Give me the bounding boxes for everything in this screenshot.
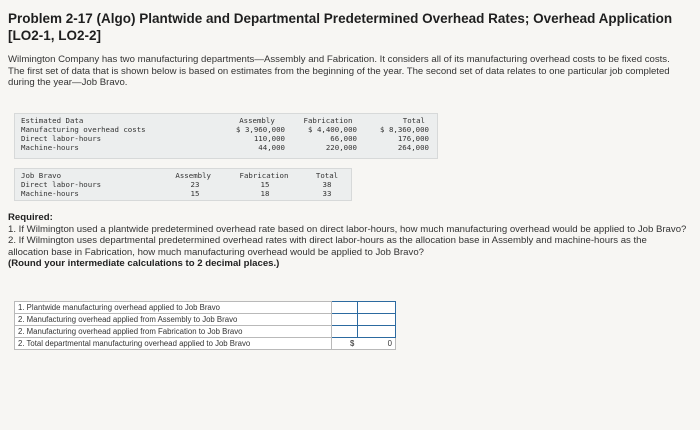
required-question-1: 1. If Wilmington used a plantwide predetermined overhead rate based on direct labor-hours, how much manufacturing overhead would be applied to Job Bravo?: [8, 223, 687, 235]
answer-label: 2. Manufacturing overhead applied from Fabrication to Job Bravo: [15, 326, 332, 338]
job-row-label: Machine-hours: [21, 189, 79, 198]
required-heading: Required:: [8, 212, 53, 223]
problem-intro: Wilmington Company has two manufacturing departments—Assembly and Fabrication. It considers all of its manufacturing overhead costs to be fixed costs. The first set of data that is shown below is based on estimates from the beginning of the year. The second set of data relates to one particular job completed during the year—Job Bravo.: [8, 54, 670, 88]
job-header: Job Bravo: [21, 171, 62, 180]
job-col-fabrication: Fabrication: [239, 171, 289, 180]
job-row-fabrication: 18: [260, 189, 270, 198]
job-row-total: 38: [322, 180, 332, 189]
answer-input[interactable]: [357, 314, 395, 326]
answer-row: [15, 314, 396, 326]
answer-label: 2. Manufacturing overhead applied from Assembly to Job Bravo: [15, 314, 332, 326]
estimated-header: Estimated Data: [21, 116, 84, 125]
answer-row: [15, 326, 396, 338]
estimated-row-label: Manufacturing overhead costs: [21, 125, 146, 134]
estimated-row-total: 176,000: [397, 134, 429, 143]
answer-total-value: 0: [357, 338, 395, 350]
estimated-row-assembly: 110,000: [253, 134, 285, 143]
job-bravo-table: [14, 168, 352, 201]
answer-label: 2. Total departmental manufacturing overhead applied to Job Bravo: [15, 338, 332, 350]
estimated-row-fabrication: 66,000: [330, 134, 357, 143]
answer-dollar[interactable]: [331, 314, 357, 326]
problem-title: Problem 2-17 (Algo) Plantwide and Departmental Predetermined Overhead Rates; Overhead Application [LO2-1, LO2-2]: [8, 11, 673, 43]
estimated-row-assembly: 44,000: [258, 143, 285, 152]
job-row-assembly: 23: [190, 180, 200, 189]
estimated-row-total: $ 8,360,000: [380, 125, 429, 134]
answer-row: [15, 302, 396, 314]
answer-input[interactable]: [357, 302, 395, 314]
estimated-data-table: [14, 113, 438, 159]
job-row-fabrication: 15: [260, 180, 270, 189]
estimated-col-total: Total: [402, 116, 425, 125]
job-row-total: 33: [322, 189, 332, 198]
job-row-assembly: 15: [190, 189, 200, 198]
required-section: [8, 212, 688, 270]
estimated-row-assembly: $ 3,960,000: [236, 125, 285, 134]
rounding-note: (Round your intermediate calculations to 2 decimal places.): [8, 258, 280, 269]
required-question-2: 2. If Wilmington uses departmental predetermined overhead rates with direct labor-hours as the allocation base in Assembly and machine-hours as the allocation base in Fabrication, how much manufacturing overhead would be applied to Job Bravo?: [8, 235, 647, 258]
answer-input[interactable]: [357, 326, 395, 338]
answer-dollar: $: [331, 338, 357, 350]
job-col-total: Total: [315, 171, 339, 180]
job-col-assembly: Assembly: [175, 171, 211, 180]
answer-dollar[interactable]: [331, 326, 357, 338]
answer-row: [15, 338, 396, 350]
estimated-row-total: 264,000: [397, 143, 429, 152]
estimated-row-fabrication: 220,000: [325, 143, 357, 152]
job-row-label: Direct labor-hours: [21, 180, 102, 189]
estimated-row-fabrication: $ 4,400,000: [308, 125, 357, 134]
estimated-row-label: Machine-hours: [21, 143, 79, 152]
answer-table: [14, 301, 396, 350]
answer-label: 1. Plantwide manufacturing overhead applied to Job Bravo: [15, 302, 332, 314]
estimated-row-label: Direct labor-hours: [21, 134, 102, 143]
estimated-col-fabrication: Fabrication: [303, 116, 353, 125]
estimated-col-assembly: Assembly: [239, 116, 275, 125]
answer-dollar[interactable]: [331, 302, 357, 314]
